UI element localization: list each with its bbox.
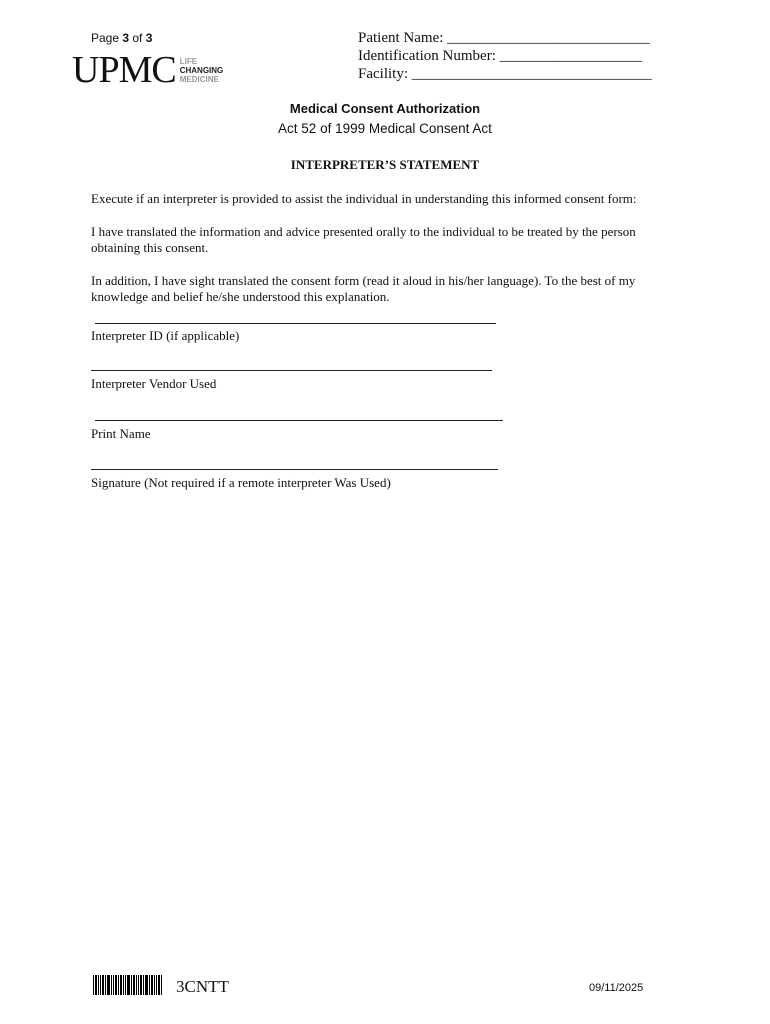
logo-tagline: LIFE CHANGING MEDICINE — [179, 56, 224, 84]
interpreter-vendor-label: Interpreter Vendor Used — [91, 376, 217, 391]
identification-number-field[interactable]: Identification Number: ___________________ — [358, 48, 643, 64]
section-heading: INTERPRETER’S STATEMENT — [290, 157, 480, 172]
upmc-logo — [72, 49, 224, 91]
interpreter-vendor-field[interactable] — [91, 370, 492, 392]
print-name-label: Print Name — [91, 426, 151, 441]
document-subtitle: Act 52 of 1999 Medical Consent Act — [278, 121, 492, 136]
interpreter-id-field[interactable] — [91, 323, 496, 344]
logo-wordmark: UPMC — [72, 49, 176, 91]
sight-translation-statement: In addition, I have sight translated the consent form (read it aloud in his/her language). To the best of my knowledge and belief he/she understood this explanation. — [91, 273, 636, 304]
interpreter-id-label: Interpreter ID (if applicable) — [91, 328, 240, 343]
patient-info-fields — [358, 29, 652, 83]
barcode — [93, 975, 163, 995]
footer-date: 09/11/2025 — [589, 982, 644, 994]
translation-statement: I have translated the information and advice presented orally to the individual to be treated by the person obtaining this consent. — [91, 224, 636, 255]
signature-field[interactable] — [91, 469, 498, 491]
signature-line[interactable] — [91, 469, 498, 470]
form-code: 3CNTT — [176, 977, 229, 996]
interpreter-vendor-line[interactable] — [91, 370, 492, 371]
facility-field[interactable]: Facility: ________________________________ — [358, 66, 652, 82]
document-title: Medical Consent Authorization — [289, 101, 481, 116]
interpreter-id-line[interactable] — [95, 323, 496, 324]
print-name-line[interactable] — [95, 420, 503, 421]
print-name-field[interactable] — [91, 420, 503, 442]
instruction-paragraph: Execute if an interpreter is provided to assist the individual in understanding this informed consent form: — [91, 191, 637, 206]
page-indicator: Page 3 of 3 — [91, 31, 153, 45]
patient-name-field[interactable]: Patient Name: ___________________________ — [358, 30, 650, 46]
signature-label: Signature (Not required if a remote interpreter Was Used) — [91, 475, 391, 490]
